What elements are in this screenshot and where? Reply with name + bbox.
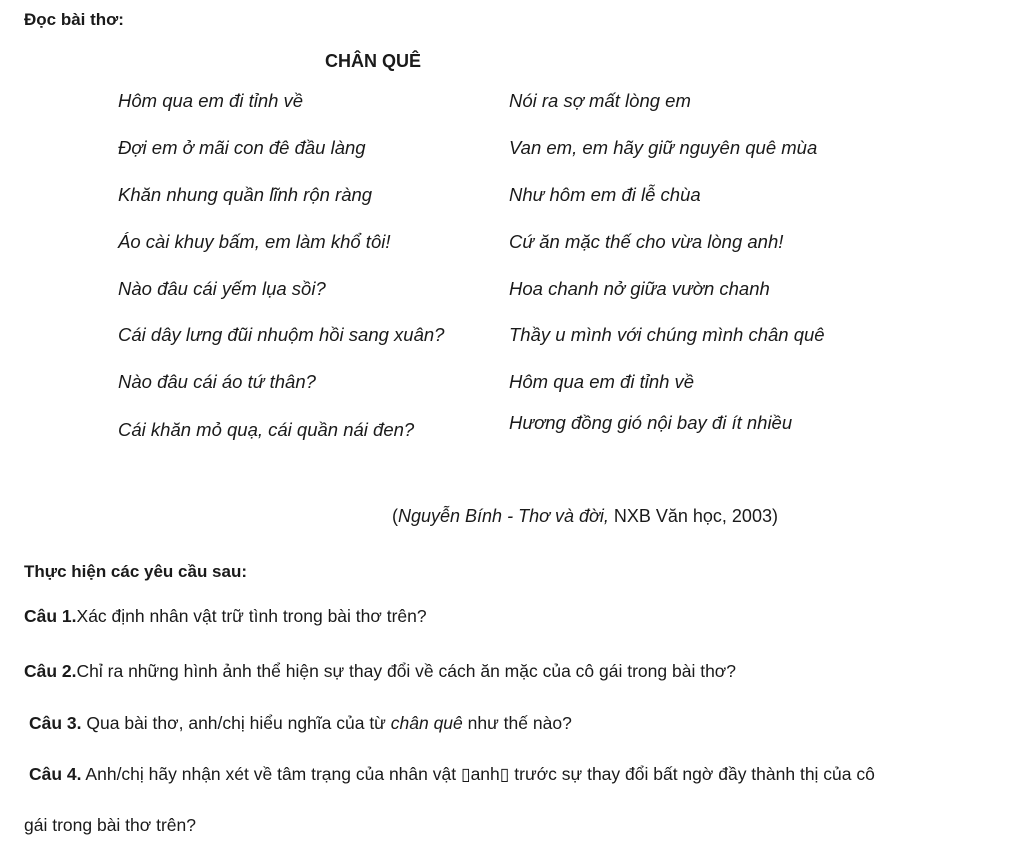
- question-3: [29, 713, 572, 734]
- poem-line: Đợi em ở mãi con đê đầu làng: [118, 137, 366, 158]
- question-text: Xác định nhân vật trữ tình trong bài thơ trên?: [76, 606, 427, 626]
- poem-title: CHÂN QUÊ: [325, 51, 422, 71]
- question-label: Câu 1.: [24, 606, 77, 626]
- source-publisher: NXB Văn học, 2003): [608, 506, 778, 526]
- question-2: [24, 661, 736, 682]
- poem-line: Van em, em hãy giữ nguyên quê mùa: [509, 137, 818, 158]
- source-open-paren: (: [392, 506, 398, 526]
- poem-line: Áo cài khuy bấm, em làm khổ tôi!: [118, 231, 391, 252]
- question-1: [24, 606, 427, 627]
- poem-line: Thầy u mình với chúng mình chân quê: [509, 324, 825, 345]
- poem-source: [392, 506, 778, 527]
- poem-line: Cái dây lưng đũi nhuộm hồi sang xuân?: [118, 324, 445, 345]
- poem-line: Cái khăn mỏ quạ, cái quần nái đen?: [118, 419, 415, 440]
- poem-line: Khăn nhung quần lĩnh rộn ràng: [118, 184, 373, 205]
- poem-line: Hôm qua em đi tỉnh về: [118, 90, 304, 111]
- question-4-continuation: gái trong bài thơ trên?: [24, 815, 197, 835]
- question-text: Chỉ ra những hình ảnh thể hiện sự thay đổi về cách ăn mặc của cô gái trong bài thơ?: [76, 661, 737, 681]
- tasks-heading: Thực hiện các yêu cầu sau:: [24, 562, 248, 581]
- question-text: Qua bài thơ, anh/chị hiểu nghĩa của từ: [81, 713, 391, 733]
- question-label: Câu 2.: [24, 661, 77, 681]
- source-author-work: Nguyễn Bính - Thơ và đời,: [398, 506, 609, 526]
- question-label: Câu 3.: [29, 713, 82, 733]
- poem-line: Nào đâu cái yếm lụa sồi?: [118, 278, 326, 299]
- poem-line: Nói ra sợ mất lòng em: [509, 90, 691, 111]
- poem-line: Hôm qua em đi tỉnh về: [509, 371, 695, 392]
- question-term: chân quê: [390, 713, 463, 733]
- poem-line: Cứ ăn mặc thế cho vừa lòng anh!: [509, 231, 784, 252]
- question-text: Anh/chị hãy nhận xét về tâm trạng của nhân vật ▯anh▯ trước sự thay đổi bất ngờ đầy thành thị của cô: [81, 764, 875, 784]
- poem-line: Nào đâu cái áo tứ thân?: [118, 371, 316, 392]
- question-text: như thế nào?: [462, 713, 572, 733]
- reading-instruction: Đọc bài thơ:: [24, 10, 124, 29]
- poem-line: Như hôm em đi lễ chùa: [509, 184, 701, 205]
- question-4: [29, 764, 875, 785]
- poem-line: Hoa chanh nở giữa vườn chanh: [509, 278, 770, 299]
- question-label: Câu 4.: [29, 764, 82, 784]
- poem-line: Hương đồng gió nội bay đi ít nhiều: [509, 412, 793, 433]
